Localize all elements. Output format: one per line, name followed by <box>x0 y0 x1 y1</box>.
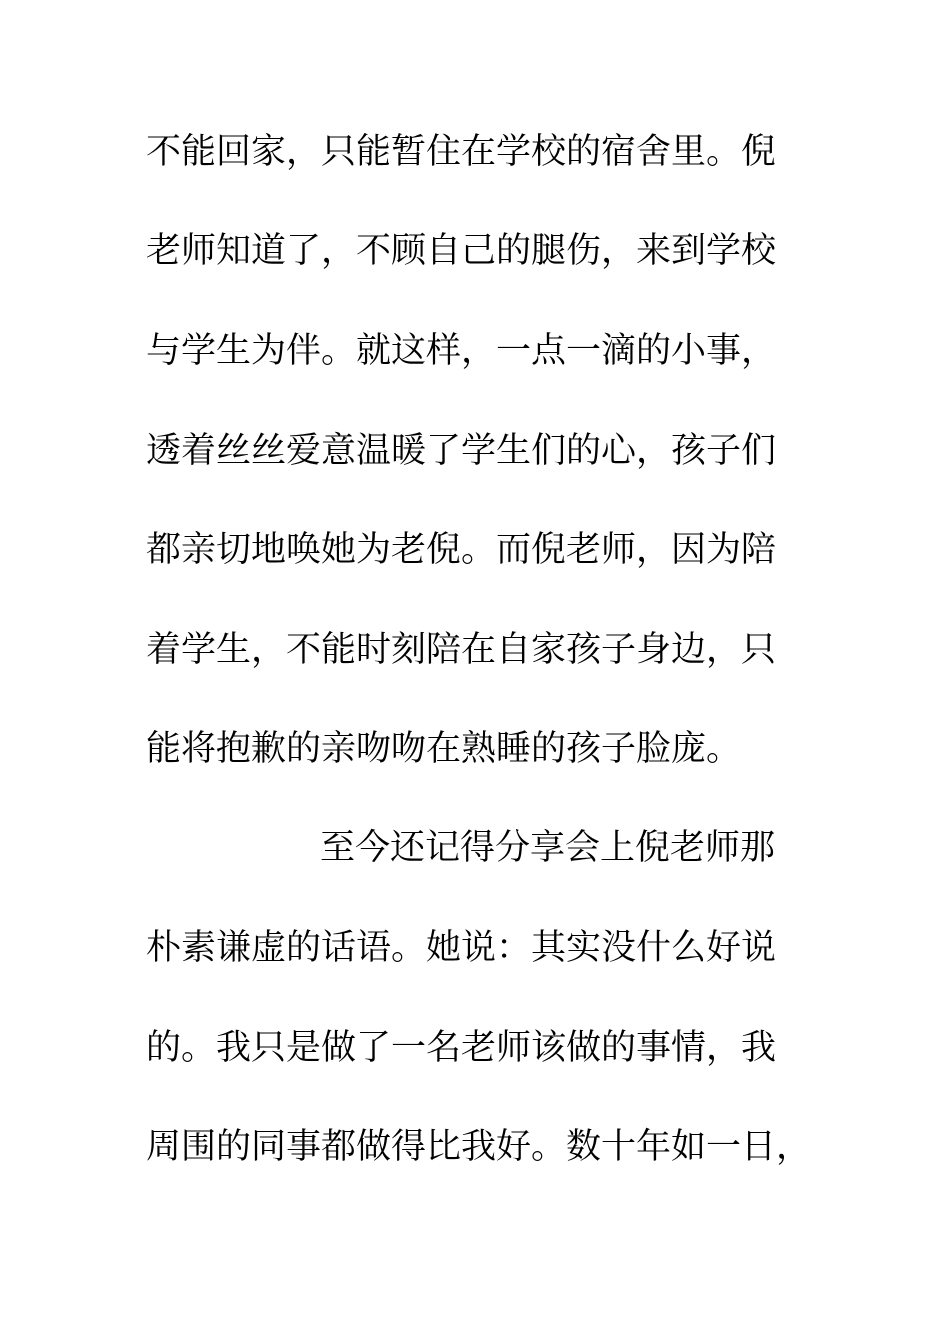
text-line: 与学生为伴。就这样，一点一滴的小事， <box>146 331 777 371</box>
text-line: 老师知道了，不顾自己的腿伤，来到学校 <box>146 231 777 271</box>
text-line: 朴素谦虚的话语。她说：其实没什么好说 <box>146 928 777 968</box>
text-line: 透着丝丝爱意温暖了学生们的心，孩子们 <box>146 431 777 471</box>
text-line: 不能回家，只能暂住在学校的宿舍里。倪 <box>146 132 777 172</box>
text-line: 都亲切地唤她为老倪。而倪老师，因为陪 <box>146 530 777 570</box>
text-line: 着学生，不能时刻陪在自家孩子身边，只 <box>146 630 777 670</box>
paragraph-first-line: 至今还记得分享会上倪老师那 <box>320 828 776 868</box>
text-line: 周围的同事都做得比我好。数十年如一日， <box>146 1127 812 1167</box>
text-line: 的。我只是做了一名老师该做的事情，我 <box>146 1028 777 1068</box>
text-line: 能将抱歉的亲吻吻在熟睡的孩子脸庞。 <box>146 729 742 769</box>
